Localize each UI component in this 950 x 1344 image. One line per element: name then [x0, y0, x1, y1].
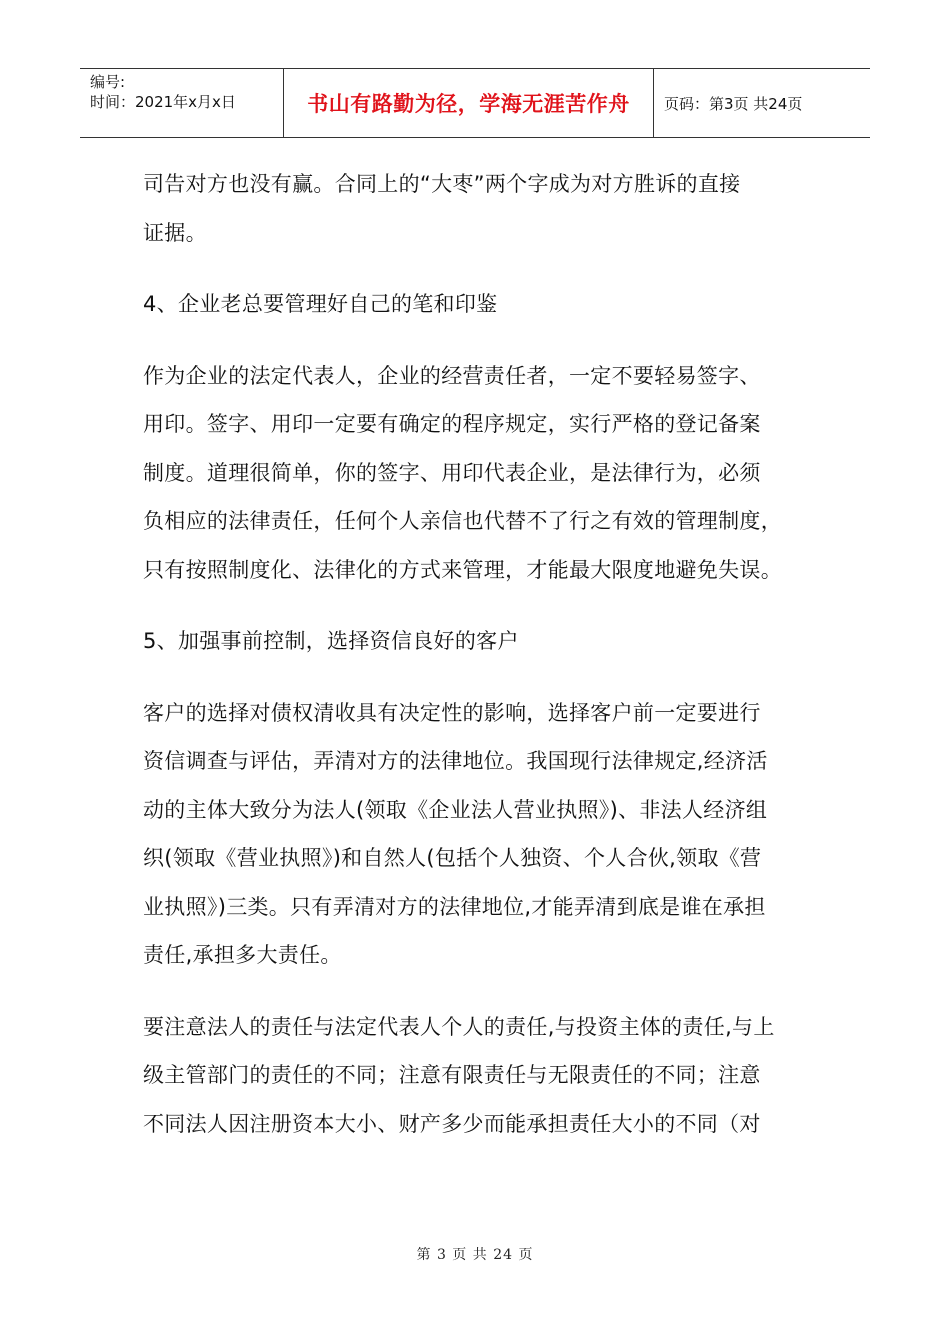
paragraph-3: 客户的选择对债权清收具有决定性的影响，选择客户前一定要进行 资信调查与评估，弄清对方的法律地位。我国现行法律规定,经济活 动的主体大致分为法人(领取《企业法人营业执照》)、非法人经济组 织(领取《营业执照》)和自然人(包括个人独资、个人合伙,领取《营 业执照》)三类。只有弄清对方的法律地位,才能弄清到底是谁在承担 责任,承担多大责任。	[143, 700, 768, 967]
header-page-info: 页码：第3页 共24页	[664, 94, 803, 113]
document-body	[143, 160, 813, 1148]
date-line: 时间：2021年x月x日	[90, 93, 236, 111]
page-header	[80, 68, 870, 138]
header-meta	[80, 69, 283, 137]
section-heading-4: 4、企业老总要管理好自己的笔和印鉴	[143, 292, 498, 316]
header-motto: 书山有路勤为径，学海无涯苦作舟	[283, 69, 654, 137]
section-heading-5: 5、加强事前控制，选择资信良好的客户	[143, 629, 519, 653]
page-footer: 第 3 页 共 24 页	[416, 1247, 534, 1263]
paragraph-1: 司告对方也没有赢。合同上的“大枣”两个字成为对方胜诉的直接 证据。	[143, 172, 741, 245]
paragraph-4: 要注意法人的责任与法定代表人个人的责任,与投资主体的责任,与上 级主管部门的责任的不同；注意有限责任与无限责任的不同；注意 不同法人因注册资本大小、财产多少而能承担责任大小的不同（对	[143, 1014, 775, 1136]
paragraph-2: 作为企业的法定代表人，企业的经营责任者，一定不要轻易签字、 用印。签字、用印一定要有确定的程序规定，实行严格的登记备案 制度。道理很简单，你的签字、用印代表企业，是法律行为，必须 负相应的法律责任，任何个人亲信也代替不了行之有效的管理制度， 只有按照制度化、法律化的方式来管理，才能最大限度地避免失误。	[143, 363, 782, 582]
serial-label: 编号:	[90, 73, 126, 91]
